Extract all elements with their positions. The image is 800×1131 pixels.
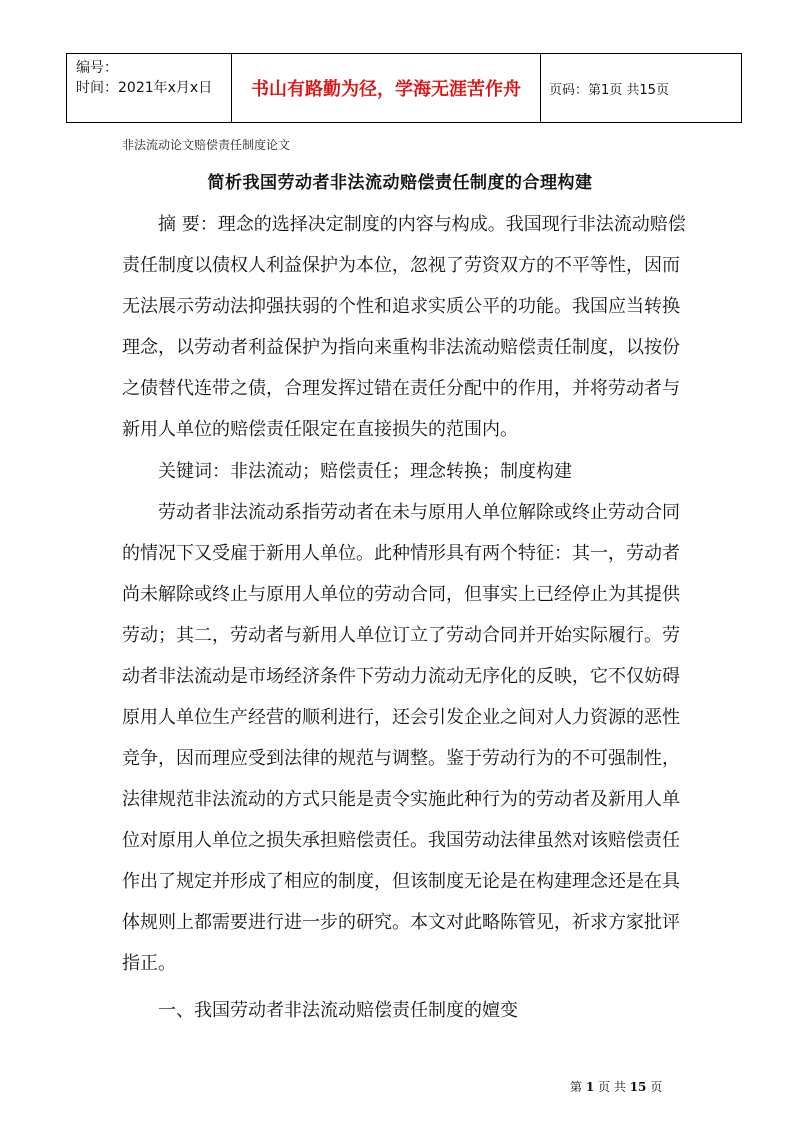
- footer-page-number: 1: [585, 1080, 595, 1094]
- abstract-paragraph: 摘 要：理念的选择决定制度的内容与构成。我国现行非法流动赔偿责任制度以债权人利益保护为本位，忽视了劳资双方的不平等性，因而无法展示劳动法抑强扶弱的个性和追求实质公平的功能。我国应当转换理念，以劳动者利益保护为指向来重构非法流动赔偿责任制度，以按份之债替代连带之债，合理发挥过错在责任分配中的作用，并将劳动者与新用人单位的赔偿责任限定在直接损失的范围内。: [122, 214, 686, 440]
- document-category-label: 非法流动论文赔偿责任制度论文: [122, 138, 291, 152]
- motto-cell: [232, 54, 541, 122]
- header-table: [66, 53, 742, 123]
- section-heading: 一、我国劳动者非法流动赔偿责任制度的嬗变: [158, 1000, 518, 1021]
- footer-mid: 页 共: [598, 1080, 626, 1094]
- page-title: 简析我国劳动者非法流动赔偿责任制度的合理构建: [207, 173, 593, 193]
- motto-text: 书山有路勤为径，学海无涯苦作舟: [251, 79, 521, 100]
- page-info-cell: [541, 54, 741, 122]
- footer-suffix: 页: [650, 1080, 663, 1094]
- footer-prefix: 第: [570, 1080, 583, 1094]
- number-label: 编号：: [76, 60, 118, 76]
- footer-page-total: 15: [629, 1080, 647, 1094]
- header-meta-cell: [67, 54, 232, 122]
- page-info-text: 页码：第1页 共15页: [549, 82, 669, 98]
- body-paragraph: 劳动者非法流动系指劳动者在未与原用人单位解除或终止劳动合同的情况下又受雇于新用人单位。此种情形具有两个特征：其一，劳动者尚未解除或终止与原用人单位的劳动合同，但事实上已经停止为其提供劳动；其二，劳动者与新用人单位订立了劳动合同并开始实际履行。劳动者非法流动是市场经济条件下劳动力流动无序化的反映，它不仅妨碍原用人单位生产经营的顺利进行，还会引发企业之间对人力资源的恶性竞争，因而理应受到法律的规范与调整。鉴于劳动行为的不可强制性，法律规范非法流动的方式只能是责令实施此种行为的劳动者及新用人单位对原用人单位之损失承担赔偿责任。我国劳动法律虽然对该赔偿责任作出了规定并形成了相应的制度，但该制度无论是在构建理念还是在具体规则上都需要进行进一步的研究。本文对此略陈管见，祈求方家批评指正。: [122, 502, 680, 974]
- keywords-paragraph: 关键词：非法流动；赔偿责任；理念转换；制度构建: [158, 461, 572, 482]
- time-label: 时间：2021年x月x日: [76, 80, 213, 96]
- page-footer: [570, 1078, 662, 1095]
